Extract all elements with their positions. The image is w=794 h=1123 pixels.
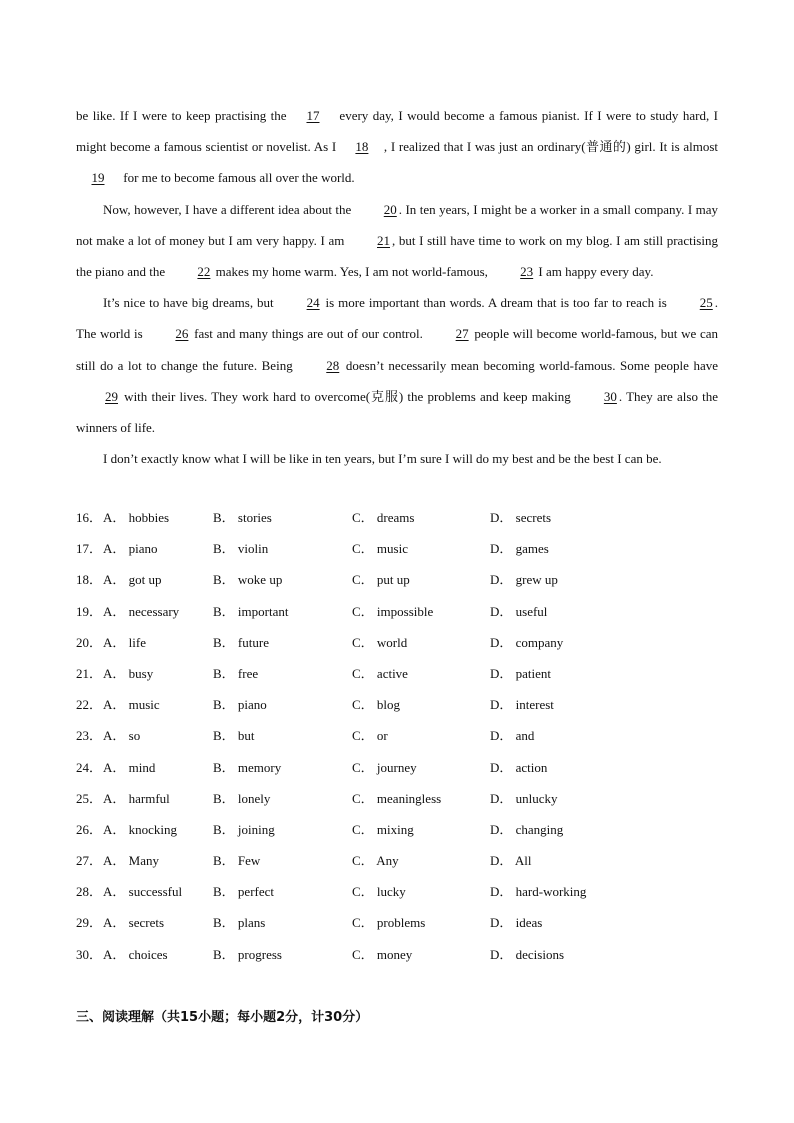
question-row (76, 533, 736, 564)
option-d: D． All (490, 853, 532, 869)
passage-paragraph-2 (76, 194, 718, 288)
passage-text: , but I still have time to work on my blog. I am still practising the piano and the (76, 232, 718, 280)
question-row (76, 502, 736, 533)
question-number: 17． (76, 541, 103, 557)
question-row (76, 596, 736, 627)
option-a: A． life (103, 634, 146, 650)
question-number: 28． (76, 884, 103, 900)
question-number: 20． (76, 634, 103, 650)
question-number: 30． (76, 946, 103, 962)
passage-text: It’s nice to have big dreams, but (103, 295, 278, 311)
option-b: B． Few (213, 853, 261, 869)
option-b: B． piano (213, 697, 267, 713)
question-number: 26． (76, 821, 103, 837)
passage-text: . They are also the winners of life. (76, 388, 718, 436)
cloze-blank-19: 19 (91, 170, 105, 186)
passage-text: be like. If I were to keep practising the (76, 108, 291, 123)
option-b: B． joining (213, 821, 275, 837)
passage-text: fast and many things are out of our control. (190, 326, 427, 342)
option-d: D． interest (490, 697, 554, 713)
passage-text: people will become world-famous, but we can still do a lot to change the future. Being (76, 326, 718, 373)
option-c: C． dreams (352, 510, 415, 525)
cloze-blank-26: 26 (175, 326, 189, 342)
option-b: B． but (213, 728, 255, 744)
option-c: C． money (352, 946, 413, 962)
passage-text: Now, however, I have a different idea about the (103, 201, 355, 217)
cloze-blank-29: 29 (105, 388, 118, 404)
passage-text: . In ten years, I might be a worker in a small company. I may not make a lot of money but I am very happy. I am (76, 201, 718, 248)
option-a: A． busy (103, 665, 154, 681)
passage-text: doesn’t necessarily mean becoming world-famous. Some people have (341, 357, 718, 373)
cloze-blank-27: 27 (455, 326, 469, 342)
option-a: A． Many (103, 853, 159, 869)
question-number: 16． (76, 510, 103, 525)
option-c: C． active (352, 665, 408, 681)
option-a: A． mind (103, 759, 156, 775)
question-row (76, 907, 736, 938)
passage-text: for me to become famous all over the world. (120, 170, 355, 186)
option-b: B． perfect (213, 884, 275, 900)
question-number: 22． (76, 697, 103, 713)
option-d: D． useful (490, 603, 548, 619)
option-b: B． plans (213, 915, 266, 931)
option-c: C． lucky (352, 884, 406, 900)
option-b: B． violin (213, 541, 269, 557)
cloze-blank-17: 17 (306, 108, 320, 123)
question-row (76, 689, 736, 720)
cloze-blank-20: 20 (383, 201, 397, 217)
option-d: D． grew up (490, 572, 558, 588)
cloze-blank-30: 30 (603, 388, 617, 404)
question-number: 19． (76, 603, 103, 619)
option-d: D． action (490, 759, 548, 775)
option-b: B． future (213, 634, 269, 650)
question-row (76, 658, 736, 689)
option-a: A． so (103, 728, 141, 744)
option-c: C． Any (352, 853, 399, 869)
option-a: A． choices (103, 946, 168, 962)
option-a: A． harmful (103, 790, 170, 806)
passage-text: every day, I would become a famous pianist. If I were to study hard, I might become a famous scientist or novelist. As I (76, 108, 718, 155)
option-b: B． woke up (213, 572, 283, 588)
question-options-list (76, 502, 736, 970)
passage-text: is more important than words. A dream that is too far to reach is (321, 295, 671, 311)
option-a: A． knocking (103, 821, 178, 837)
option-a: A． music (103, 697, 160, 713)
option-d: D． hard-working (490, 884, 587, 900)
question-row (76, 783, 736, 814)
option-d: D． games (490, 541, 549, 557)
option-d: D． decisions (490, 946, 565, 962)
question-number: 18． (76, 572, 103, 588)
question-number: 24． (76, 759, 103, 775)
passage-text: makes my home warm. Yes, I am not world-famous, (212, 264, 492, 280)
option-a: A． necessary (103, 603, 180, 619)
passage-text: with their lives. They work hard to overcome(克服) the problems and keep making (120, 388, 575, 404)
option-d: D． changing (490, 821, 564, 837)
question-number: 29． (76, 915, 103, 931)
option-c: C． problems (352, 915, 426, 931)
question-number: 23． (76, 728, 103, 744)
cloze-blank-18: 18 (355, 139, 369, 155)
section-heading: 三、阅读理解（共15小题；每小题2分，计30分） (76, 1010, 369, 1025)
option-b: B． important (213, 603, 289, 619)
passage-text: . The world is (76, 295, 718, 342)
question-row (76, 564, 736, 595)
option-d: D． company (490, 634, 564, 650)
passage-paragraph-3 (76, 287, 718, 443)
option-b: B． free (213, 665, 259, 681)
option-b: B． lonely (213, 790, 271, 806)
cloze-blank-22: 22 (197, 264, 211, 280)
question-row (76, 814, 736, 845)
option-c: C． or (352, 728, 388, 744)
option-a: A． successful (103, 884, 183, 900)
option-c: C． mixing (352, 821, 414, 837)
passage-text: I am happy every day. (535, 264, 654, 280)
option-b: B． progress (213, 946, 282, 962)
cloze-blank-28: 28 (326, 357, 340, 373)
cloze-blank-24: 24 (306, 295, 320, 311)
cloze-blank-25: 25 (699, 295, 713, 311)
question-number: 27． (76, 853, 103, 869)
question-row (76, 720, 736, 751)
option-c: C． world (352, 634, 408, 650)
option-d: D． and (490, 728, 535, 744)
option-a: A． got up (103, 572, 162, 588)
cloze-blank-21: 21 (377, 232, 390, 248)
cloze-blank-23: 23 (520, 264, 534, 280)
option-c: C． blog (352, 697, 401, 713)
question-number: 25． (76, 790, 103, 806)
option-c: C． meaningless (352, 790, 442, 806)
option-c: C． impossible (352, 603, 434, 619)
option-d: D． patient (490, 665, 552, 681)
option-c: C． journey (352, 759, 417, 775)
question-number: 21． (76, 665, 103, 681)
passage-text: , I realized that I was just an ordinary(普通的) girl. It is almost (383, 139, 718, 155)
question-row (76, 939, 736, 970)
cloze-passage (76, 100, 718, 474)
option-d: D． secrets (490, 510, 552, 525)
option-a: A． hobbies (103, 510, 170, 525)
option-b: B． stories (213, 510, 272, 525)
option-c: C． put up (352, 572, 410, 588)
question-row (76, 876, 736, 907)
passage-paragraph-1 (76, 100, 718, 194)
question-row (76, 627, 736, 658)
option-b: B． memory (213, 759, 282, 775)
passage-paragraph-4: I don’t exactly know what I will be like in ten years, but I’m sure I will do my best and be the best I can be. (103, 451, 662, 467)
question-row (76, 752, 736, 783)
option-a: A． secrets (103, 915, 165, 931)
question-row (76, 845, 736, 876)
option-d: D． ideas (490, 915, 543, 931)
option-a: A． piano (103, 541, 158, 557)
option-d: D． unlucky (490, 790, 558, 806)
option-c: C． music (352, 541, 408, 557)
